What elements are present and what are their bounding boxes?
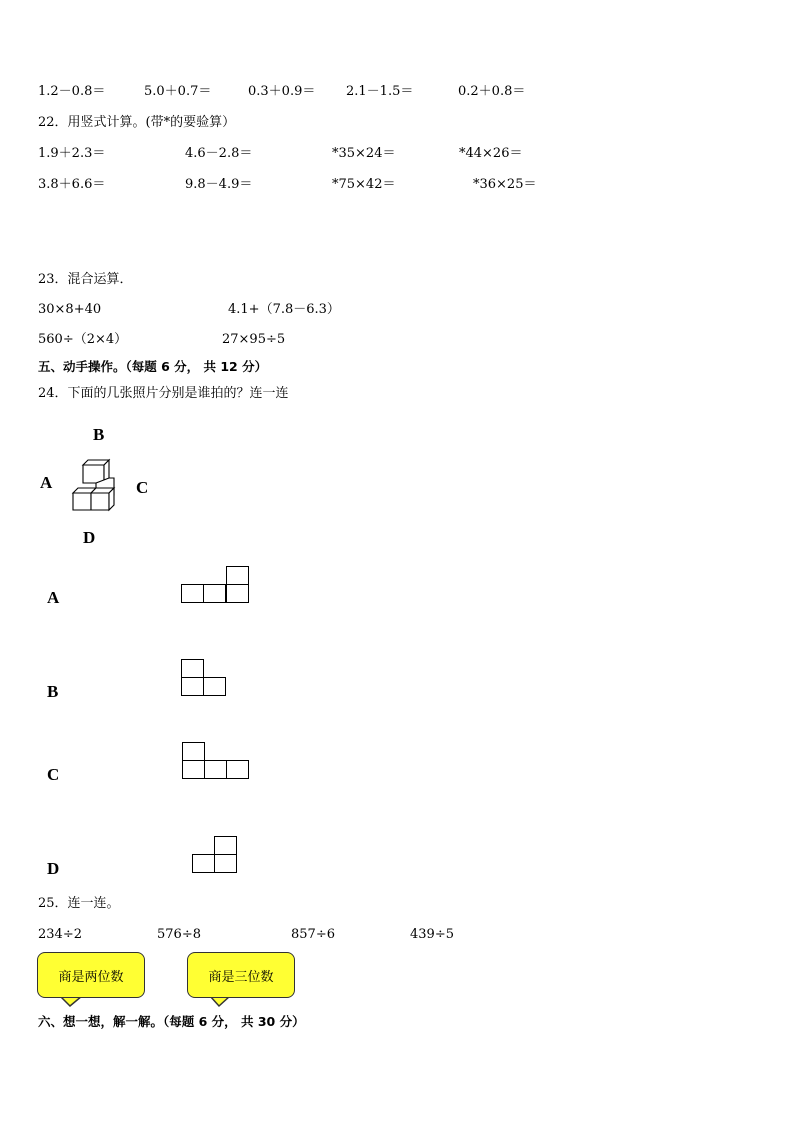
q23-expr: 27×95÷5 bbox=[222, 332, 286, 347]
q24-title: 24．下面的几张照片分别是谁拍的？连一连 bbox=[38, 386, 289, 401]
q22-title: 22．用竖式计算。(带*的要验算） bbox=[38, 115, 236, 130]
q21-expr-2: 5.0＋0.7＝ bbox=[144, 84, 212, 99]
q21-expr-1: 1.2－0.8＝ bbox=[38, 84, 106, 99]
q25-expr: 234÷2 bbox=[38, 927, 82, 942]
q22-expr: *35×24＝ bbox=[332, 146, 396, 161]
q22-expr: 1.9＋2.3＝ bbox=[38, 146, 106, 161]
q22-expr: *36×25＝ bbox=[473, 177, 537, 192]
view-label-b: B bbox=[47, 682, 59, 701]
bubble-three-digit: 商是三位数 bbox=[187, 952, 295, 998]
view-label-c: C bbox=[47, 765, 60, 784]
cube-label-top: B bbox=[93, 425, 105, 444]
q25-title: 25．连一连。 bbox=[38, 896, 120, 911]
q25-expr: 576÷8 bbox=[157, 927, 201, 942]
q22-expr: *75×42＝ bbox=[332, 177, 396, 192]
q22-expr: 9.8－4.9＝ bbox=[185, 177, 253, 192]
q25-expr: 439÷5 bbox=[410, 927, 454, 942]
q21-expr-4: 2.1－1.5＝ bbox=[346, 84, 414, 99]
q23-expr: 560÷（2×4） bbox=[38, 332, 128, 347]
q23-title: 23．混合运算． bbox=[38, 272, 133, 287]
view-label-d: D bbox=[47, 859, 60, 878]
view-label-a: A bbox=[47, 588, 60, 607]
cube-label-left: A bbox=[40, 473, 53, 492]
section-five-heading: 五、动手操作。（每题 6 分， 共 12 分） bbox=[38, 359, 268, 374]
bubble-two-digit: 商是两位数 bbox=[37, 952, 145, 998]
q22-expr: *44×26＝ bbox=[459, 146, 523, 161]
q21-expr-5: 0.2＋0.8＝ bbox=[458, 84, 526, 99]
q23-expr: 30×8+40 bbox=[38, 302, 102, 317]
q21-expr-3: 0.3＋0.9＝ bbox=[248, 84, 316, 99]
q25-expr: 857÷6 bbox=[291, 927, 335, 942]
q23-expr: 4.1+（7.8－6.3） bbox=[228, 302, 340, 317]
cube-label-bottom: D bbox=[83, 528, 96, 547]
q22-expr: 4.6－2.8＝ bbox=[185, 146, 253, 161]
section-six-heading: 六、想一想，解一解。（每题 6 分， 共 30 分） bbox=[38, 1014, 305, 1029]
cube-label-right: C bbox=[136, 478, 149, 497]
q22-expr: 3.8＋6.6＝ bbox=[38, 177, 106, 192]
